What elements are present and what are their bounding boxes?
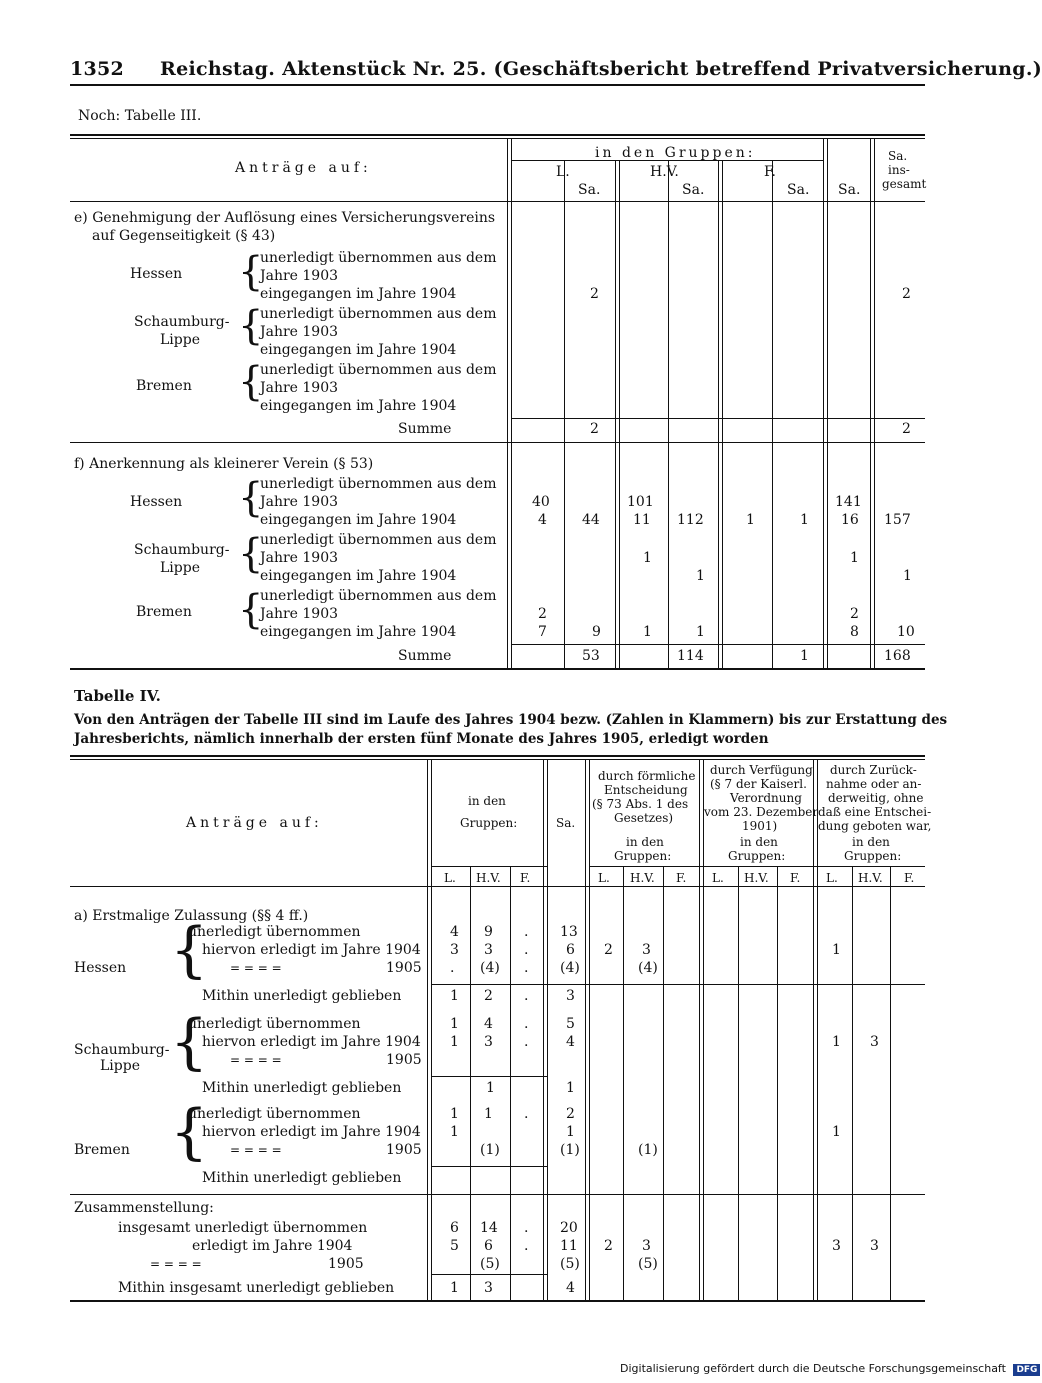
- t4-h1-Sa: 13: [560, 924, 578, 940]
- brace-icon: {: [170, 915, 209, 985]
- t4-verf-4: vom 23. Dezember: [704, 805, 819, 819]
- t3-saig-1: Sa.: [888, 149, 908, 163]
- t4-h3-F: .: [524, 960, 529, 976]
- t4-form-4: Gesetzes): [614, 811, 674, 825]
- t3-vline-7: [870, 138, 875, 668]
- f-b-r2: eingegangen im Jahre 1904: [260, 624, 457, 640]
- e-summe-sa: 2: [590, 421, 599, 437]
- brace-icon: {: [238, 475, 264, 521]
- t4-h3-HV: (4): [480, 960, 500, 976]
- e-h-r2: eingegangen im Jahre 1904: [260, 286, 457, 302]
- t4-h-L: L.: [444, 871, 456, 885]
- t4-schaumburg-2: Lippe: [100, 1058, 140, 1074]
- f-h2-Sa: 16: [841, 512, 859, 528]
- t4-b2-L: 1: [450, 1124, 459, 1140]
- t3-col-main: Anträge auf:: [235, 160, 372, 176]
- t3-F: F.: [764, 164, 776, 180]
- t4-zur-3: derweitig, ohne: [828, 791, 924, 805]
- t4-s-unerl: unerledigt übernommen: [188, 1016, 361, 1032]
- t4-b-unerl: unerledigt übernommen: [188, 1106, 361, 1122]
- t4-b1-HV: 1: [484, 1106, 493, 1122]
- t4-verf-3: Verordnung: [730, 791, 802, 805]
- t4-h-hierv: hiervon erledigt im Jahre 1904: [202, 942, 421, 958]
- t4-vline-12: [890, 866, 891, 1300]
- f-bremen: Bremen: [136, 604, 192, 620]
- t4-s-1905: 1905: [386, 1052, 422, 1068]
- t3-sa-L: Sa.: [578, 182, 601, 198]
- t4-z2-zL: 3: [832, 1238, 841, 1254]
- t4-form-1: durch förmliche: [598, 769, 696, 783]
- t4-h2-fL: 2: [604, 942, 613, 958]
- t4-verf-5: 1901): [742, 819, 778, 833]
- e-schaumburg-1: Schaumburg-: [134, 314, 230, 330]
- f-h-r2: eingegangen im Jahre 1904: [260, 512, 457, 528]
- t4-v-L: L.: [712, 871, 724, 885]
- f-h2-LSa: 44: [582, 512, 600, 528]
- f-b2-LSa: 9: [592, 624, 601, 640]
- t4-z-HV: H.V.: [858, 871, 883, 885]
- e-h-r1b: Jahre 1903: [260, 268, 339, 284]
- t4-vline-3: [543, 759, 548, 1300]
- t4-b1-Sa: 2: [566, 1106, 575, 1122]
- t4-z2: erledigt im Jahre 1904: [192, 1238, 353, 1254]
- f-h-r1a: unerledigt übernommen aus dem: [260, 476, 497, 492]
- t4-h4-Sa: 3: [566, 988, 575, 1004]
- brace-icon: {: [238, 587, 264, 633]
- t4-vline-4: [585, 759, 590, 1300]
- t4-s2-F: .: [524, 1034, 529, 1050]
- footer-text: Digitalisierung gefördert durch die Deutsche Forschungsgemeinschaft: [620, 1362, 1006, 1375]
- t4-z2-fL: 2: [604, 1238, 613, 1254]
- t4-z1-F: .: [524, 1220, 529, 1236]
- t4-verf-inden: in den: [740, 835, 778, 849]
- t3-HV: H.V.: [650, 164, 679, 180]
- e-s-r1a: unerledigt übernommen aus dem: [260, 306, 497, 322]
- e-h-ges: 2: [902, 286, 911, 302]
- t4-vline-10: [813, 759, 818, 1300]
- t4-v-HV: H.V.: [744, 871, 769, 885]
- t3-top-rule: [70, 134, 925, 136]
- t4-gr-rule: [432, 866, 547, 867]
- t4-form-2: Entscheidung: [604, 783, 688, 797]
- t4-z1-HV: 14: [480, 1220, 498, 1236]
- t4-f-HV: H.V.: [630, 871, 655, 885]
- f-b2-HVSa: 1: [696, 624, 705, 640]
- t4-h4-F: .: [524, 988, 529, 1004]
- t4-h-HV: H.V.: [476, 871, 501, 885]
- f-summe: Summe: [398, 648, 452, 664]
- t4-z2-F: .: [524, 1238, 529, 1254]
- f-h1-L: 40: [532, 494, 550, 510]
- t3-sa-HV: Sa.: [682, 182, 705, 198]
- t4-zus: Zusammenstellung:: [74, 1200, 214, 1216]
- f-b2-Sa: 8: [850, 624, 859, 640]
- t3-saig-3: gesamt: [882, 177, 927, 191]
- t4-zur-5: dung geboten war,: [818, 819, 932, 833]
- t4-s1-F: .: [524, 1016, 529, 1032]
- t4-s2-zHV: 3: [870, 1034, 879, 1050]
- t4-vline-0: [427, 759, 432, 1300]
- t4-h-F: F.: [520, 871, 531, 885]
- t4-z4-Sa: 4: [566, 1280, 575, 1296]
- t4-b1-F: .: [524, 1106, 529, 1122]
- t4-z2-zHV: 3: [870, 1238, 879, 1254]
- t4-h-unerl: unerledigt übernommen: [188, 924, 361, 940]
- t4-hessen: Hessen: [74, 960, 127, 976]
- t4-b-mithin: Mithin unerledigt geblieben: [202, 1170, 402, 1186]
- t4-gruppen: Gruppen:: [460, 816, 518, 830]
- t4-z-dito: = = = =: [150, 1257, 202, 1271]
- t3-vline-0: [507, 138, 512, 668]
- t4-h4-L: 1: [450, 988, 459, 1004]
- e-schaumburg-2: Lippe: [160, 332, 200, 348]
- t4-zur-inden: in den: [852, 835, 890, 849]
- t4-b-1905: 1905: [386, 1142, 422, 1158]
- f-sum-FSa: 1: [800, 648, 809, 664]
- e-title-2: auf Gegenseitigkeit (§ 43): [92, 228, 276, 244]
- t4-s1-L: 1: [450, 1016, 459, 1032]
- t4-bremen: Bremen: [74, 1142, 130, 1158]
- f-b2-HV: 1: [643, 624, 652, 640]
- t3-sa-total: Sa.: [838, 182, 861, 198]
- t4-vline-6: [663, 866, 664, 1300]
- f-s-r1a: unerledigt übernommen aus dem: [260, 532, 497, 548]
- f-sum-HVSa: 114: [677, 648, 704, 664]
- t4-b1-L: 1: [450, 1106, 459, 1122]
- t3-groups: in den Gruppen:: [595, 145, 756, 161]
- t4-h1-F: .: [524, 924, 529, 940]
- t4-h-dito: = = = =: [230, 961, 282, 975]
- f-hessen: Hessen: [130, 494, 183, 510]
- t3-vline-6: [823, 138, 828, 668]
- t4-s-mithin: Mithin unerledigt geblieben: [202, 1080, 402, 1096]
- t4-b-mithin-rule: [432, 1166, 547, 1167]
- t4-s2-L: 1: [450, 1034, 459, 1050]
- t4-h2-Sa: 6: [566, 942, 575, 958]
- t4-vline-9: [777, 866, 778, 1300]
- t3-vline-4: [718, 160, 723, 668]
- t4-s1-HV: 4: [484, 1016, 493, 1032]
- t4-schaumburg-1: Schaumburg-: [74, 1042, 170, 1058]
- f-s2-ges: 1: [903, 568, 912, 584]
- t3-vline-1: [564, 160, 565, 668]
- t4-vline-11: [852, 866, 853, 1300]
- t4-zur-4: daß eine Entschei-: [818, 805, 932, 819]
- brace-icon: {: [170, 1007, 209, 1077]
- f-schaumburg-2: Lippe: [160, 560, 200, 576]
- f-h2-ges: 157: [884, 512, 911, 528]
- t4-in-den: in den: [468, 794, 506, 808]
- t4-z1: insgesamt unerledigt übernommen: [118, 1220, 368, 1236]
- e-h-sa: 2: [590, 286, 599, 302]
- t4-h2-HV: 3: [484, 942, 493, 958]
- t4-h2-zL: 1: [832, 942, 841, 958]
- t4-form-3: (§ 73 Abs. 1 des: [592, 797, 689, 811]
- brace-icon: {: [238, 531, 264, 577]
- t4-form-gruppen: Gruppen:: [614, 849, 672, 863]
- t4-z4-HV: 3: [484, 1280, 493, 1296]
- brace-icon: {: [170, 1097, 209, 1167]
- t4-bottom-rule: [70, 1300, 925, 1302]
- t4-s2-HV: 3: [484, 1034, 493, 1050]
- page-header: [70, 58, 1042, 80]
- page-title: Reichstag. Aktenstück Nr. 25. (Geschäftsbericht betreffend Privatversicherung.): [160, 58, 1042, 80]
- e-s-r2: eingegangen im Jahre 1904: [260, 342, 457, 358]
- f-b-r1b: Jahre 1903: [260, 606, 339, 622]
- f-b1-Sa: 2: [850, 606, 859, 622]
- t4-z-F: F.: [904, 871, 915, 885]
- t4-h2-fHV: 3: [642, 942, 651, 958]
- f-sum-LSa: 53: [582, 648, 600, 664]
- t4-vline-5: [623, 866, 624, 1300]
- t4-head-rule: [70, 886, 925, 887]
- f-h1-HV: 101: [627, 494, 654, 510]
- e-s-r1b: Jahre 1903: [260, 324, 339, 340]
- t4-f-F: F.: [676, 871, 687, 885]
- t4-vline-2: [510, 866, 511, 1300]
- t4-z1-L: 6: [450, 1220, 459, 1236]
- t4-h3-Sa: (4): [560, 960, 580, 976]
- brace-icon: {: [238, 359, 264, 405]
- e-summe-ges: 2: [902, 421, 911, 437]
- f-h2-FSa: 1: [800, 512, 809, 528]
- t4-zus-rule: [70, 1194, 925, 1195]
- t4-h-mithin-rule: [432, 984, 925, 985]
- t4-s-mithin-rule: [432, 1076, 547, 1077]
- f-h2-F: 1: [746, 512, 755, 528]
- t4-h1-HV: 9: [484, 924, 493, 940]
- t4-z4-L: 1: [450, 1280, 459, 1296]
- f-b-r1a: unerledigt übernommen aus dem: [260, 588, 497, 604]
- e-b-r1a: unerledigt übernommen aus dem: [260, 362, 497, 378]
- e-h-r1a: unerledigt übernommen aus dem: [260, 250, 497, 266]
- t4-zur-1: durch Zurück-: [830, 763, 917, 777]
- t4-intro-1: Von den Anträgen der Tabelle III sind im Laufe des Jahres 1904 bezw. (Zahlen in Klammern) bis zur Erstattung des: [74, 712, 948, 728]
- f-title: f) Anerkennung als kleinerer Verein (§ 53): [74, 456, 374, 472]
- t4-b3-HV: (1): [480, 1142, 500, 1158]
- t4-z3-Sa: (5): [560, 1256, 580, 1272]
- f-schaumburg-1: Schaumburg-: [134, 542, 230, 558]
- t3-vline-5: [772, 160, 773, 668]
- f-h2-HVSa: 112: [677, 512, 704, 528]
- t4-vline-7: [699, 759, 704, 1300]
- t3-head-rule: [70, 201, 925, 202]
- t4-sa: Sa.: [556, 816, 576, 830]
- t4-a-title: a) Erstmalige Zulassung (§§ 4 ff.): [74, 908, 309, 924]
- t4-b2-Sa: 1: [566, 1124, 575, 1140]
- t4-top-rule: [70, 755, 925, 757]
- t4-z3-fHV: (5): [638, 1256, 658, 1272]
- t4-s4-HV: 1: [486, 1080, 495, 1096]
- t4-h4-HV: 2: [484, 988, 493, 1004]
- t4-h3-L: .: [450, 960, 455, 976]
- t4-gr-rule2: [590, 866, 925, 867]
- t4-s2-Sa: 4: [566, 1034, 575, 1050]
- t3-sa-F: Sa.: [787, 182, 810, 198]
- t4-col-main: Anträge auf:: [186, 815, 323, 831]
- t4-s2-zL: 1: [832, 1034, 841, 1050]
- t4-s1-Sa: 5: [566, 1016, 575, 1032]
- t4-z2-HV: 6: [484, 1238, 493, 1254]
- f-b2-L: 7: [538, 624, 547, 640]
- t4-h2-F: .: [524, 942, 529, 958]
- t4-h-1905: 1905: [386, 960, 422, 976]
- t4-verf-1: durch Verfügung: [710, 763, 813, 777]
- t3-saig-2: ins-: [888, 163, 910, 177]
- f-s1-Sa: 1: [850, 550, 859, 566]
- t4-v-F: F.: [790, 871, 801, 885]
- t4-h1-L: 4: [450, 924, 459, 940]
- f-s-r1b: Jahre 1903: [260, 550, 339, 566]
- t4-s-dito: = = = =: [230, 1053, 282, 1067]
- t4-z2-fHV: 3: [642, 1238, 651, 1254]
- t4-h2-L: 3: [450, 942, 459, 958]
- brace-icon: {: [238, 249, 264, 295]
- t4-b3-Sa: (1): [560, 1142, 580, 1158]
- noch-label: Noch: Tabelle III.: [78, 108, 202, 124]
- t4-vline-8: [738, 866, 739, 1300]
- e-b-r1b: Jahre 1903: [260, 380, 339, 396]
- t4-vline-1: [470, 866, 471, 1300]
- t4-zur-gruppen: Gruppen:: [844, 849, 902, 863]
- e-hessen: Hessen: [130, 266, 183, 282]
- t4-zur-2: nahme oder an-: [826, 777, 922, 791]
- t4-form-inden: in den: [626, 835, 664, 849]
- t3-bottom-rule: [70, 668, 925, 670]
- t4-b3-fHV: (1): [638, 1142, 658, 1158]
- t4-b2-zL: 1: [832, 1124, 841, 1140]
- t4-z2-Sa: 11: [560, 1238, 578, 1254]
- page-number: 1352: [70, 58, 125, 80]
- t4-title: Tabelle IV.: [74, 687, 161, 705]
- e-summe: Summe: [398, 421, 452, 437]
- f-h2-HV: 11: [633, 512, 651, 528]
- brace-icon: {: [238, 303, 264, 349]
- t4-z3-HV: (5): [480, 1256, 500, 1272]
- f-s1-HV: 1: [643, 550, 652, 566]
- t4-b-hierv: hiervon erledigt im Jahre 1904: [202, 1124, 421, 1140]
- t4-h-mithin: Mithin unerledigt geblieben: [202, 988, 402, 1004]
- t4-top-rule2: [70, 759, 925, 760]
- t3-L: L.: [556, 164, 570, 180]
- t4-z1-Sa: 20: [560, 1220, 578, 1236]
- t4-intro-2: Jahresberichts, nämlich innerhalb der ersten fünf Monate des Jahres 1905, erledigt worden: [74, 731, 769, 747]
- t4-z-rule: [432, 1274, 547, 1275]
- f-b2-ges: 10: [897, 624, 915, 640]
- t3-top-rule2: [70, 138, 925, 139]
- t4-z3: 1905: [328, 1256, 364, 1272]
- e-bremen: Bremen: [136, 378, 192, 394]
- f-h-r1b: Jahre 1903: [260, 494, 339, 510]
- header-rule: [70, 84, 925, 86]
- f-s2-HVSa: 1: [696, 568, 705, 584]
- t4-s4-Sa: 1: [566, 1080, 575, 1096]
- t4-z-L: L.: [826, 871, 838, 885]
- t4-s-hierv: hiervon erledigt im Jahre 1904: [202, 1034, 421, 1050]
- t3-vline-3: [668, 160, 669, 668]
- t4-f-L: L.: [598, 871, 610, 885]
- e-b-r2: eingegangen im Jahre 1904: [260, 398, 457, 414]
- f-b1-L: 2: [538, 606, 547, 622]
- dfg-logo-icon: DFG: [1013, 1364, 1040, 1376]
- t3-vline-2: [615, 160, 620, 668]
- f-h2-L: 4: [538, 512, 547, 528]
- t4-z4: Mithin insgesamt unerledigt geblieben: [118, 1280, 395, 1296]
- f-sum-ges: 168: [884, 648, 911, 664]
- t4-z2-L: 5: [450, 1238, 459, 1254]
- f-s-r2: eingegangen im Jahre 1904: [260, 568, 457, 584]
- t4-h3-fHV: (4): [638, 960, 658, 976]
- t3-mid-rule: [70, 442, 925, 443]
- f-h1-sa: 141: [835, 494, 862, 510]
- digitization-footer: [620, 1362, 1040, 1376]
- t4-verf-gruppen: Gruppen:: [728, 849, 786, 863]
- t4-verf-2: (§ 7 der Kaiserl.: [710, 777, 807, 791]
- e-title-1: e) Genehmigung der Auflösung eines Versicherungsvereins: [74, 210, 496, 226]
- t4-b-dito: = = = =: [230, 1143, 282, 1157]
